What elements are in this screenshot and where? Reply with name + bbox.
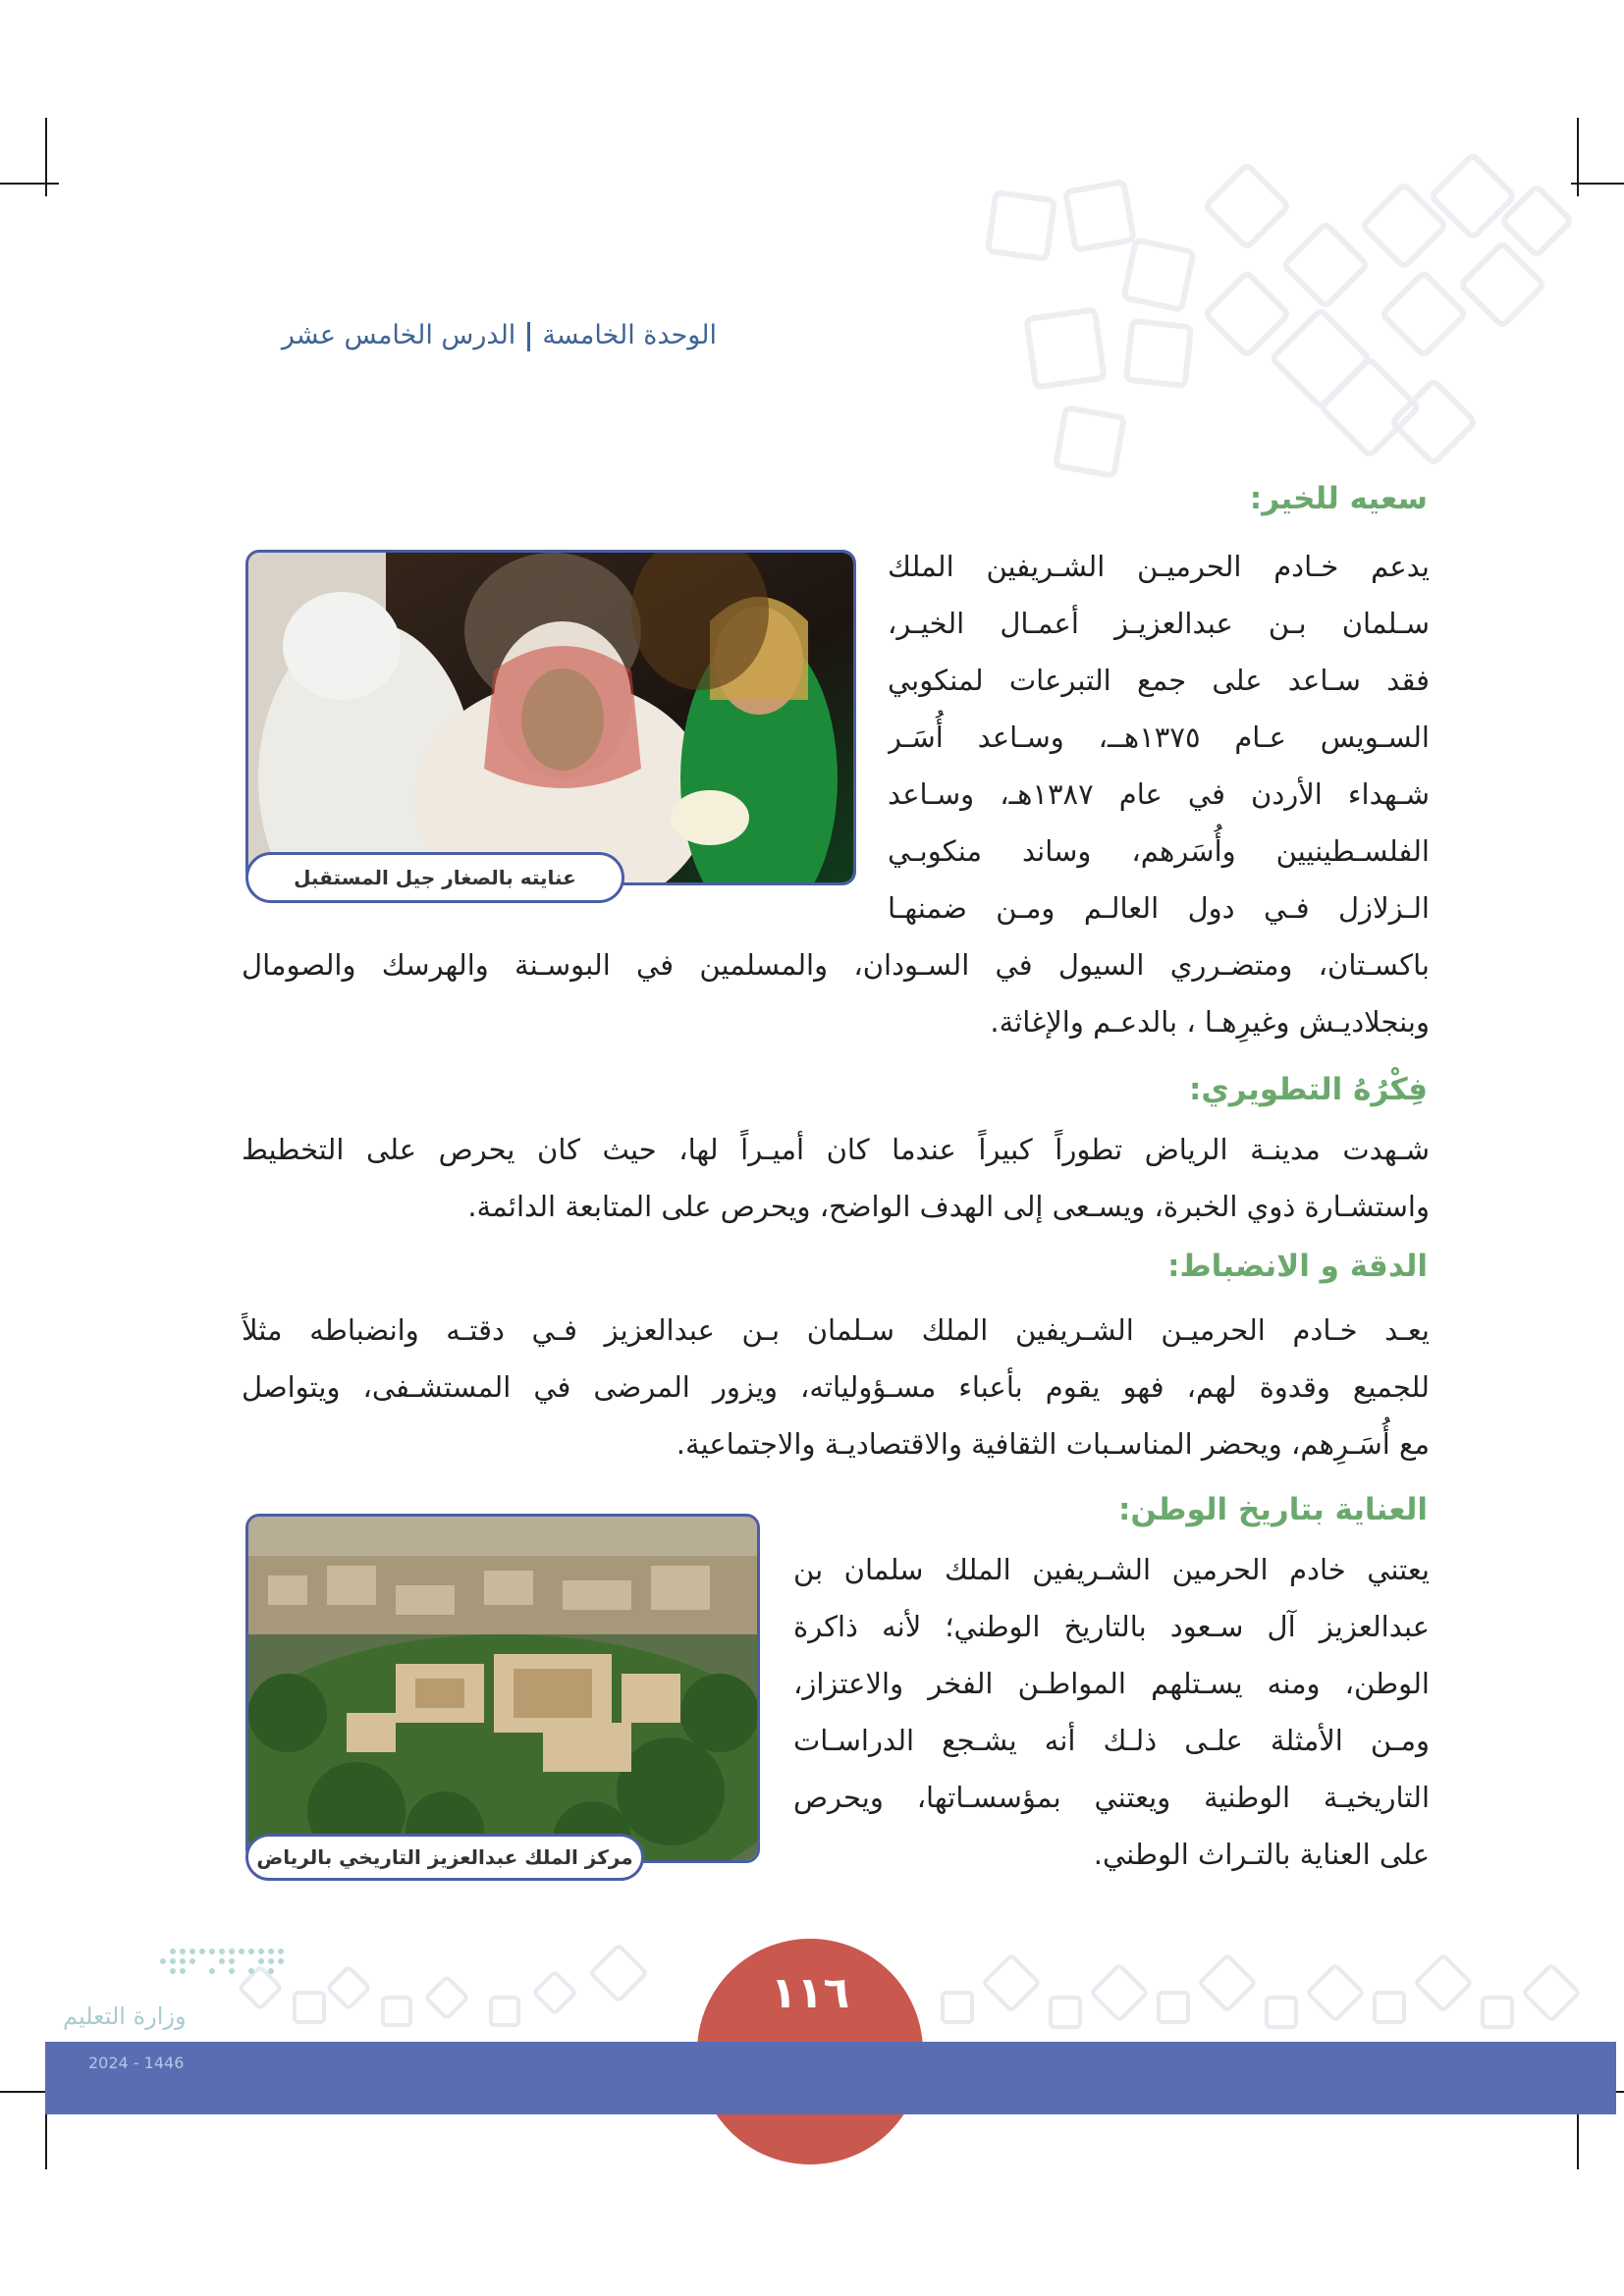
text-line: وبنجلاديـش وغيرِهـا ، بالدعـم والإغاثة.: [990, 1005, 1430, 1039]
photo-king-with-children: [245, 550, 856, 885]
text-line: باكسـتان، ومتضـرري السيول في السـودان، والمسلمين في البوسـنة والهرسك والصومال: [242, 948, 1430, 982]
ministry-logo-icon: [65, 1942, 300, 2059]
paragraph-charity-bottom: [242, 936, 1430, 1050]
text-line: عبدالعزيز آل سـعود بالتاريخ الوطني؛ لأنه ذاكرة: [793, 1610, 1430, 1643]
section-title-discipline: الدقة و الانضباط:: [1167, 1249, 1428, 1284]
text-line: يعـد خـادم الحرميـن الشـريفين الملك سـلمان بـن عبدالعزيز فـي دقتـه وانضباطه مثلاً: [242, 1313, 1430, 1347]
paragraph-heritage: [793, 1541, 1430, 1883]
photo-illustration: [248, 553, 853, 882]
photo-historical-center: [245, 1514, 760, 1863]
text-line: شـهداء الأردن في عام ١٣٨٧هـ، وسـاعد: [888, 777, 1430, 811]
photo-illustration: [248, 1517, 757, 1860]
unit-label: الوحدة الخامسة: [542, 320, 717, 350]
text-line: مع أُسَـرِهم، ويحضر المناسـبات الثقافية والاقتصاديـة والاجتماعية.: [676, 1427, 1430, 1461]
section-title-charity: سعيه للخير:: [1249, 481, 1428, 516]
text-line: السـويس عـام ١٣٧٥هــ، وسـاعد أُسَـر: [888, 721, 1430, 754]
lesson-header: [236, 320, 717, 351]
text-line: واستشـارة ذوي الخبرة، ويسـعى إلى الهدف الواضح، ويحرص على المتابعة الدائمة.: [467, 1190, 1430, 1223]
text-line: يدعم خـادم الحرميـن الشـريفين الملك: [888, 550, 1430, 583]
paragraph-development: [242, 1121, 1430, 1235]
text-line: فقد سـاعد على جمع التبرعات لمنكوبي: [888, 664, 1430, 697]
text-line: التاريخيـة الوطنية ويعتني بمؤسسـاتها، ويحرص: [793, 1781, 1430, 1814]
paragraph-charity-top: [888, 538, 1430, 936]
section-title-heritage: العناية بتاريخ الوطن:: [1117, 1492, 1428, 1527]
text-line: الوطن، ومنه يسـتلهم المواطـن الفخر والاعتزاز،: [793, 1667, 1430, 1700]
text-line: الفلسـطينيين وأُسَرهم، وساند منكوبـي: [888, 834, 1430, 868]
text-line: للجميع وقدوة لهم، فهو يقوم بأعباء مسـؤولياته، ويزور المرضى في المستشـفى، ويتواصل: [242, 1370, 1430, 1404]
ministry-name: وزارة التعليم: [63, 2002, 187, 2030]
text-line: على العناية بالتـراث الوطني.: [1093, 1838, 1430, 1871]
header-divider: [527, 322, 530, 351]
section-title-development: فِكْرُهُ التطويري:: [1189, 1072, 1428, 1107]
caption-photo2: مركز الملك عبدالعزيز التاريخي بالرياض: [245, 1834, 644, 1881]
text-line: الـزلازل فـي دول العالـم ومـن ضمنهـا: [888, 891, 1430, 925]
text-line: سـلمان بـن عبدالعزيـز أعمـال الخيـر،: [888, 607, 1430, 640]
paragraph-discipline: [242, 1302, 1430, 1472]
lesson-label: الدرس الخامس عشر: [281, 320, 516, 350]
text-line: ومـن الأمثلة علـى ذلـك أنه يشـجع الدراسـات: [793, 1724, 1430, 1757]
text-line: شـهدت مدينـة الرياض تطوراً كبيراً عندما كان أميـراً لها، حيث كان يحرص على التخطيط: [242, 1133, 1430, 1166]
caption-photo1: عنايته بالصغار جيل المستقبل: [245, 852, 624, 903]
edition-year: 2024 - 1446: [88, 2054, 185, 2072]
page-number: ١١٦: [770, 1968, 850, 2018]
text-line: يعتني خادم الحرمين الشـريفين الملك سلمان بن: [793, 1553, 1430, 1586]
